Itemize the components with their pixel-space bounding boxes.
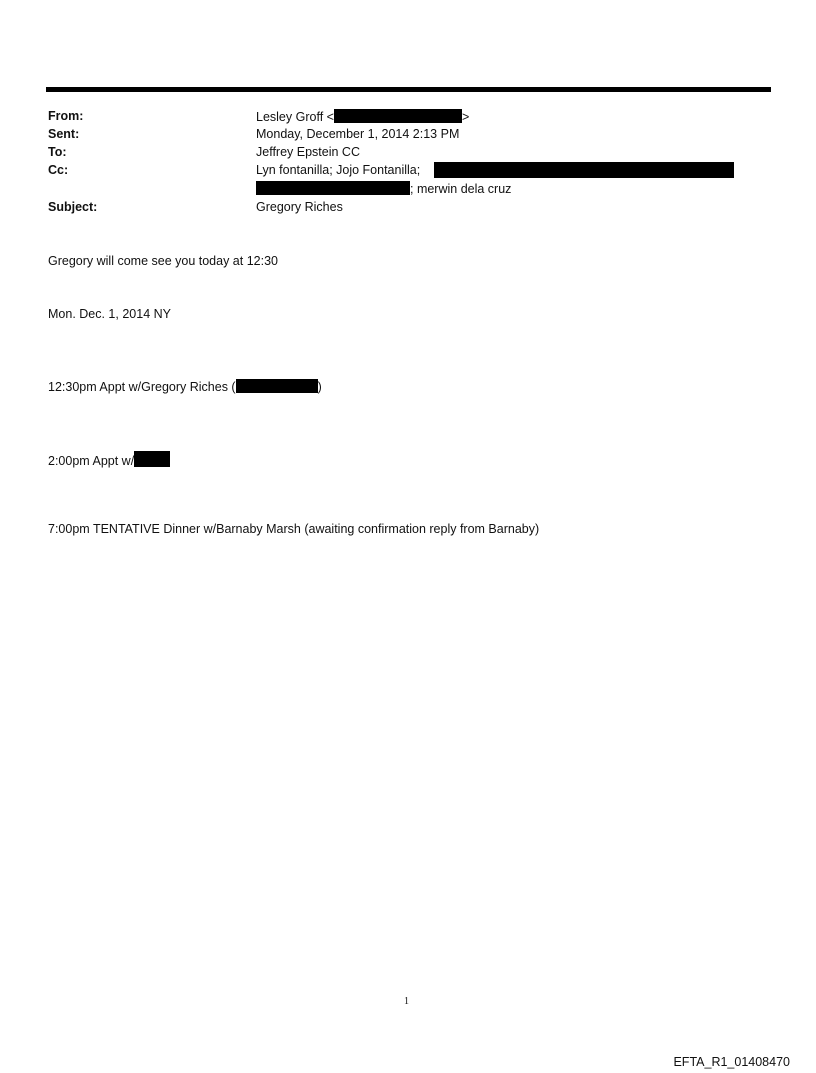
sent-label: Sent:: [48, 127, 80, 141]
cc-line-1: [256, 163, 420, 177]
redaction-block: [236, 379, 318, 393]
cc-line-2: [256, 181, 511, 196]
from-value: [256, 109, 469, 124]
sent-value: Monday, December 1, 2014 2:13 PM: [256, 127, 460, 141]
body-line: [48, 379, 322, 394]
body-line: 7:00pm TENTATIVE Dinner w/Barnaby Marsh (awaiting confirmation reply from Barnaby): [48, 522, 540, 536]
from-label: From:: [48, 109, 84, 123]
cc-names: Lyn fontanilla; Jojo Fontanilla;: [256, 163, 421, 177]
subject-value: Gregory Riches: [256, 200, 343, 214]
appt-close: ): [317, 380, 322, 394]
redaction-block: [334, 109, 462, 123]
appt-text: 12:30pm Appt w/Gregory Riches (: [48, 380, 236, 394]
redaction-block: [134, 451, 170, 467]
to-value: Jeffrey Epstein CC: [256, 145, 360, 159]
cc-tail: ; merwin dela cruz: [410, 182, 512, 196]
redaction-block: [434, 162, 734, 178]
header-rule: [46, 87, 771, 92]
body-line: Mon. Dec. 1, 2014 NY: [48, 307, 171, 321]
from-name: Lesley Groff <: [256, 110, 334, 124]
page-number: 1: [404, 996, 409, 1007]
appt-text: 2:00pm Appt w/: [48, 454, 135, 468]
body-line: [48, 451, 170, 468]
to-label: To:: [48, 145, 67, 159]
document-id: EFTA_R1_01408470: [673, 1055, 790, 1069]
body-line: Gregory will come see you today at 12:30: [48, 254, 278, 268]
redaction-block: [256, 181, 410, 195]
cc-label: Cc:: [48, 163, 69, 177]
subject-label: Subject:: [48, 200, 98, 214]
from-close: >: [461, 110, 470, 124]
